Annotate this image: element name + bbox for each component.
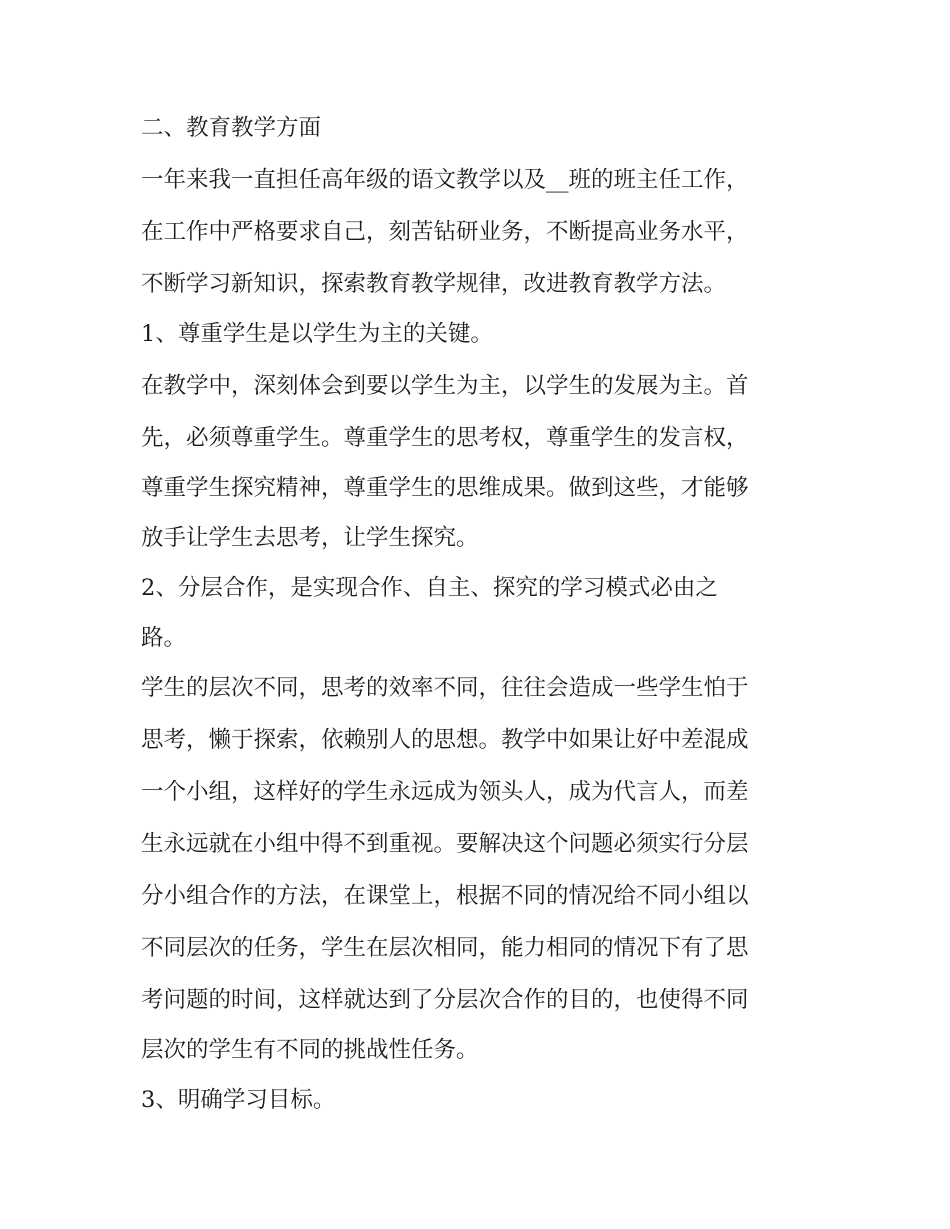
paragraph-line: 放手让学生去思考，让学生探究。 xyxy=(141,525,479,551)
subsection-heading-cont: 路。 xyxy=(141,625,187,651)
section-heading: 二、教育教学方面 xyxy=(141,115,322,141)
paragraph-line: 在教学中，深刻体会到要以学生为主，以学生的发展为主。首 xyxy=(141,373,749,399)
paragraph-line: 生永远就在小组中得不到重视。要解决这个问题必须实行分层 xyxy=(141,831,749,857)
paragraph-line: 不同层次的任务，学生在层次相同，能力相同的情况下有了思 xyxy=(141,935,749,961)
paragraph-line: 一个小组，这样好的学生永远成为领头人，成为代言人，而差 xyxy=(141,779,749,805)
paragraph-line: 思考，懒于探索，依赖别人的思想。教学中如果让好中差混成 xyxy=(141,727,749,753)
paragraph-line: 分小组合作的方法，在课堂上，根据不同的情况给不同小组以 xyxy=(141,883,749,909)
paragraph-line: 在工作中严格要求自己，刻苦钻研业务，不断提高业务水平， xyxy=(141,219,749,245)
paragraph-line: 层次的学生有不同的挑战性任务。 xyxy=(141,1037,479,1063)
subsection-heading: 1、尊重学生是以学生为主的关键。 xyxy=(141,321,493,347)
paragraph-line: 一年来我一直担任高年级的语文教学以及__班的班主任工作， xyxy=(141,167,749,193)
paragraph-line: 先，必须尊重学生。尊重学生的思考权，尊重学生的发言权， xyxy=(141,425,749,451)
subsection-heading: 3、明确学习目标。 xyxy=(141,1087,336,1113)
paragraph-line: 尊重学生探究精神，尊重学生的思维成果。做到这些，才能够 xyxy=(141,475,749,501)
paragraph-line: 考问题的时间，这样就达到了分层次合作的目的，也使得不同 xyxy=(141,987,749,1013)
paragraph-line: 学生的层次不同，思考的效率不同，往往会造成一些学生怕于 xyxy=(141,675,749,701)
subsection-heading: 2、分层合作，是实现合作、自主、探究的学习模式必由之 xyxy=(141,575,718,601)
paragraph-line: 不断学习新知识，探索教育教学规律，改进教育教学方法。 xyxy=(141,271,727,297)
